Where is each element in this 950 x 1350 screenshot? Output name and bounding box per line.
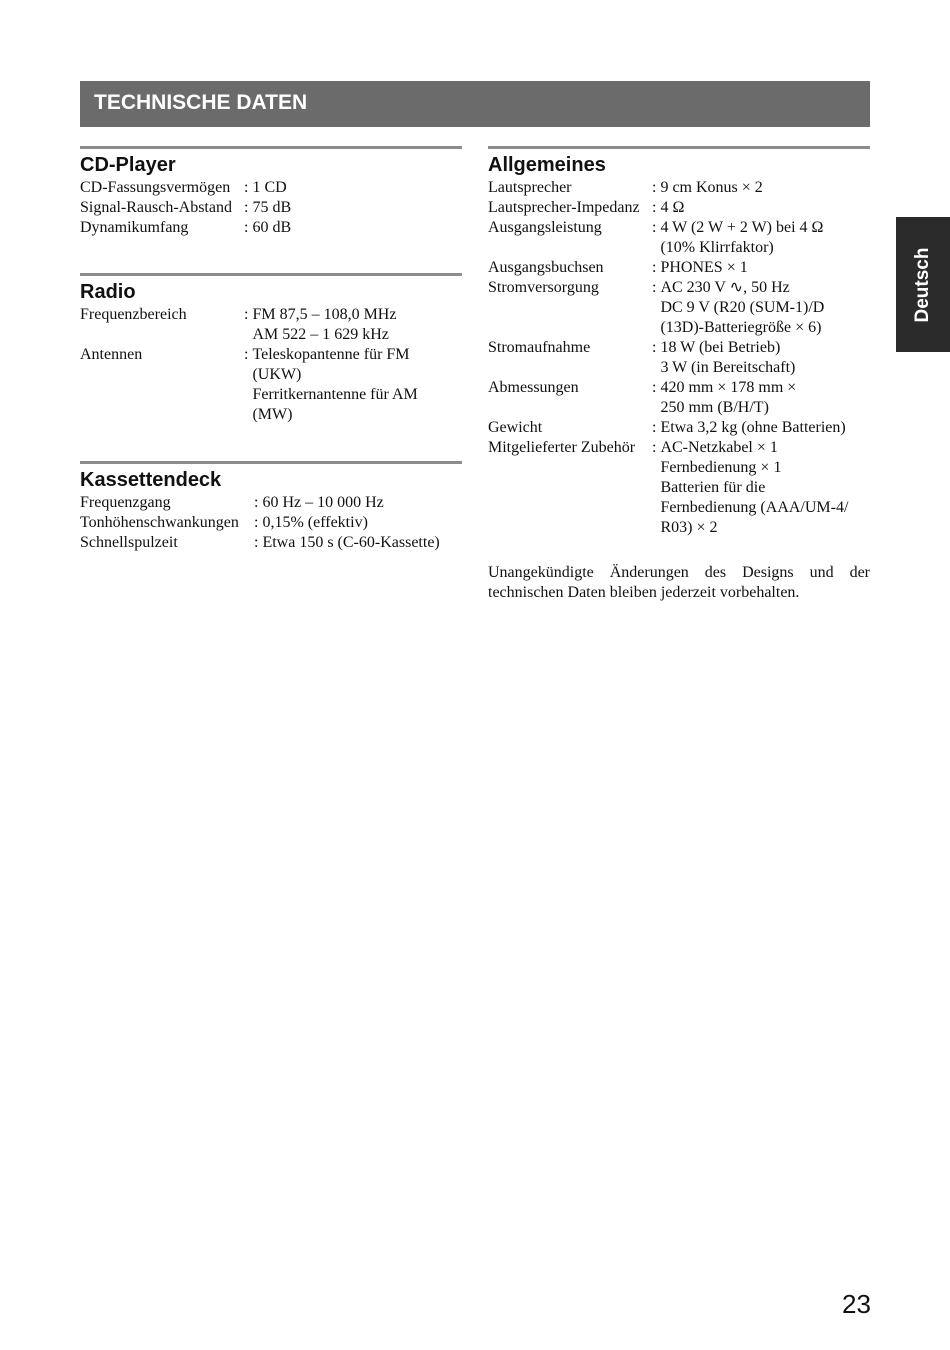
page-number: 23 (842, 1289, 871, 1319)
spec-key: Signal-Rausch-Abstand (80, 199, 232, 216)
spec-key: Antennen (80, 346, 143, 363)
spec-key: Gewicht (488, 419, 543, 436)
section-divider (488, 146, 870, 149)
spec-value: AM 522 – 1 629 kHz (252, 326, 389, 343)
spec-row: Schnellspulzeit : Etwa 150 s (C-60-Kassette) (80, 533, 462, 553)
spec-value: R03) × 2 (660, 519, 718, 536)
spec-value: (UKW) (252, 366, 302, 383)
radio-section (80, 273, 462, 425)
spec-value: 75 dB (252, 199, 292, 216)
spec-key: Tonhöhenschwankungen (80, 514, 239, 531)
spec-row: Ausgangsbuchsen : PHONES × 1 (488, 258, 870, 278)
spec-value: 60 Hz – 10 000 Hz (262, 494, 384, 511)
section-banner (80, 81, 870, 127)
spec-row: Antennen : Teleskopantenne für FM (UKW) Ferritkernantenne für AM (MW) (80, 345, 462, 425)
spec-key: Mitgelieferter Zubehör (488, 439, 636, 456)
spec-value: (13D)-Batteriegröße × 6) (660, 319, 822, 336)
spec-list (80, 493, 462, 553)
spec-value: PHONES × 1 (660, 259, 748, 276)
language-tab (896, 217, 950, 352)
spec-value: 4 Ω (660, 199, 685, 216)
section-divider (80, 146, 462, 149)
spec-key: Lautsprecher (488, 179, 572, 196)
section-title: Kassettendeck (80, 469, 222, 491)
section-title: Radio (80, 281, 136, 303)
spec-value: DC 9 V (R20 (SUM-1)/D (660, 299, 825, 316)
spec-key: Ausgangsbuchsen (488, 259, 604, 276)
spec-row: Lautsprecher-Impedanz : 4 Ω (488, 198, 870, 218)
spec-value: Fernbedienung (AAA/UM-4/ (660, 499, 849, 516)
spec-row: Lautsprecher : 9 cm Konus × 2 (488, 178, 870, 198)
language-tab-label: Deutsch (912, 247, 933, 322)
spec-key: Dynamikumfang (80, 219, 189, 236)
spec-key: Ausgangsleistung (488, 219, 602, 236)
spec-value: Ferritkernantenne für AM (252, 386, 418, 403)
spec-row: CD-Fassungsvermögen : 1 CD (80, 178, 462, 198)
spec-row: Frequenzgang : 60 Hz – 10 000 Hz (80, 493, 462, 513)
spec-value: 250 mm (B/H/T) (660, 399, 769, 416)
spec-row: Mitgelieferter Zubehör : AC-Netzkabel × 1 Fernbedienung × 1 Batterien für die Fernbedienung (AAA/UM-4/ R03) × 2 (488, 438, 870, 538)
spec-row: Stromaufnahme : 18 W (bei Betrieb) 3 W (in Bereitschaft) (488, 338, 870, 378)
spec-row: Tonhöhenschwankungen : 0,15% (effektiv) (80, 513, 462, 533)
section-divider (80, 273, 462, 276)
section-title: Allgemeines (488, 154, 606, 176)
spec-key: Frequenzbereich (80, 306, 187, 323)
spec-key: Lautsprecher-Impedanz (488, 199, 640, 216)
spec-value: 4 W (2 W + 2 W) bei 4 Ω (660, 219, 824, 236)
spec-value: Teleskopantenne für FM (252, 346, 410, 363)
spec-value: (10% Klirrfaktor) (660, 239, 774, 256)
spec-key: Schnellspulzeit (80, 534, 178, 551)
banner-title: TECHNISCHE DATEN (94, 91, 308, 114)
spec-row: Signal-Rausch-Abstand : 75 dB (80, 198, 462, 218)
spec-value: AC-Netzkabel × 1 (660, 439, 778, 456)
spec-row: Gewicht : Etwa 3,2 kg (ohne Batterien) (488, 418, 870, 438)
change-notice: Unangekündigte Änderungen des Designs und der technischen Daten bleiben jederzeit vorbehalten. (488, 564, 870, 601)
cd-player-section (80, 146, 462, 238)
spec-value: (MW) (252, 406, 293, 423)
general-section (488, 146, 870, 538)
spec-value: 18 W (bei Betrieb) (660, 339, 781, 356)
spec-value: 60 dB (252, 219, 292, 236)
spec-key: Frequenzgang (80, 494, 171, 511)
spec-value: 420 mm × 178 mm × (660, 379, 797, 396)
spec-value: 9 cm Konus × 2 (660, 179, 763, 196)
spec-row: Dynamikumfang : 60 dB (80, 218, 462, 238)
spec-key: CD-Fassungsvermögen (80, 179, 231, 196)
spec-value: Etwa 3,2 kg (ohne Batterien) (660, 419, 846, 436)
spec-value: AC 230 V ∿, 50 Hz (660, 279, 790, 296)
spec-value: FM 87,5 – 108,0 MHz (252, 306, 397, 323)
spec-row: Ausgangsleistung : 4 W (2 W + 2 W) bei 4 Ω (10% Klirrfaktor) (488, 218, 870, 258)
spec-list (488, 178, 870, 538)
spec-key: Stromaufnahme (488, 339, 591, 356)
section-divider (80, 461, 462, 464)
spec-value: 1 CD (252, 179, 287, 196)
spec-value: 0,15% (effektiv) (262, 514, 368, 531)
spec-row: Abmessungen : 420 mm × 178 mm × 250 mm (B/H/T) (488, 378, 870, 418)
spec-value: 3 W (in Bereitschaft) (660, 359, 796, 376)
spec-list (80, 178, 462, 238)
spec-list (80, 305, 462, 425)
spec-value: Fernbedienung × 1 (660, 459, 782, 476)
spec-value: Etwa 150 s (C-60-Kassette) (262, 534, 440, 551)
spec-row: Frequenzbereich : FM 87,5 – 108,0 MHz AM 522 – 1 629 kHz (80, 305, 462, 345)
spec-key: Stromversorgung (488, 279, 599, 296)
section-title: CD-Player (80, 154, 176, 176)
spec-row: Stromversorgung : AC 230 V ∿, 50 Hz DC 9 V (R20 (SUM-1)/D (13D)-Batteriegröße × 6) (488, 278, 870, 338)
spec-key: Abmessungen (488, 379, 579, 396)
cassette-section (80, 461, 462, 553)
spec-value: Batterien für die (660, 479, 766, 496)
